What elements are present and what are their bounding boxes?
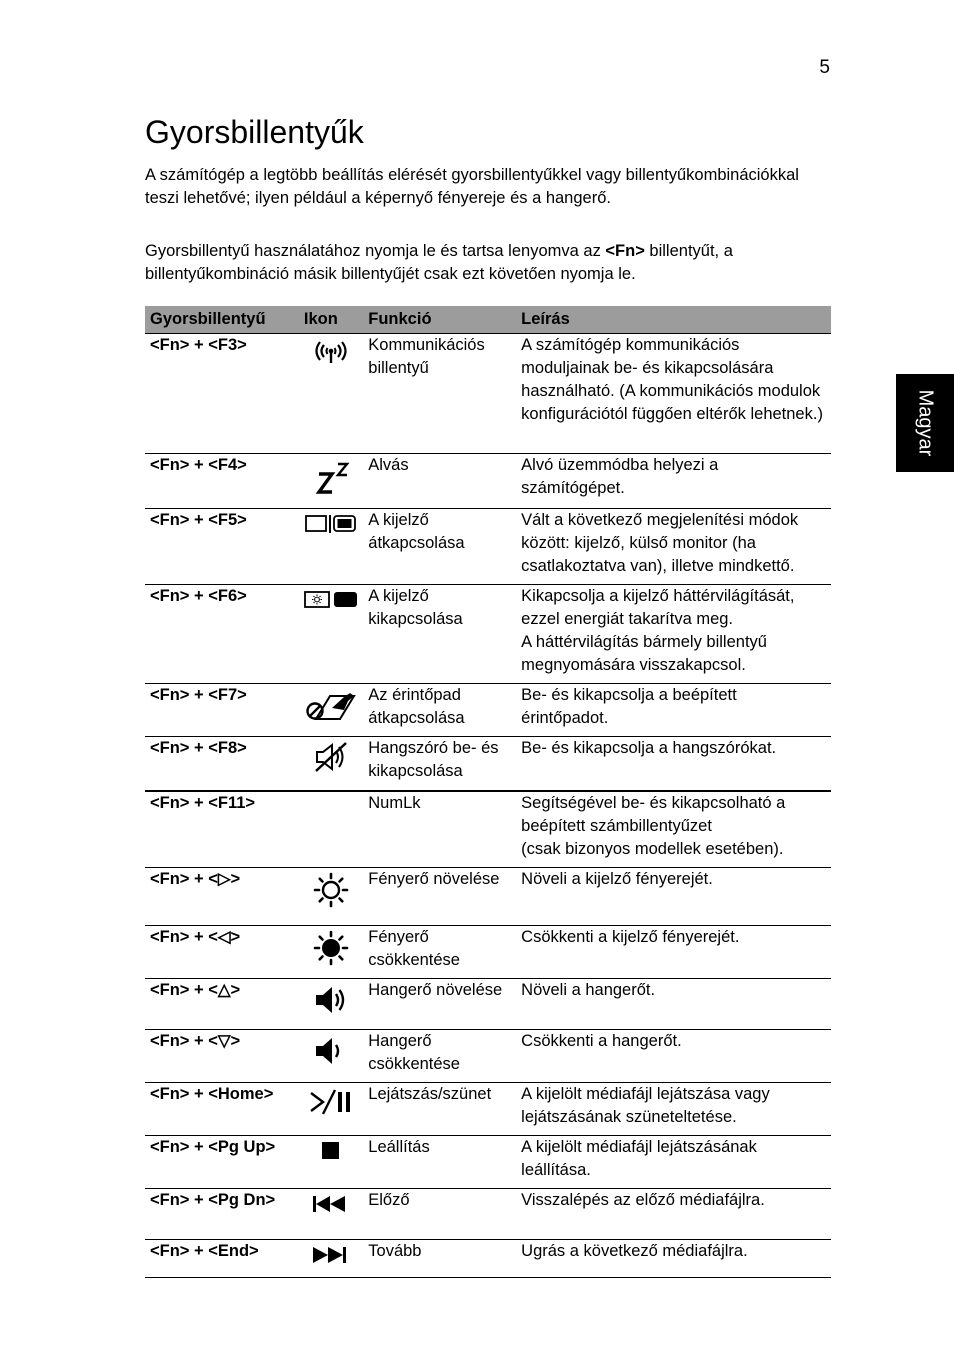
icon-cell	[299, 791, 363, 868]
table-row	[145, 585, 831, 684]
description-cell: Csökkenti a hangerőt.	[516, 1029, 831, 1082]
table-row	[145, 791, 831, 868]
intro-paragraph: A számítógép a legtöbb beállítás elérését gyorsbillentyűkkel vagy billentyűkombinációkkal teszi lehetővé; ilyen például a képernyő fényereje és a hangerő.	[145, 166, 799, 207]
hotkey-cell: <Fn> + <F5>	[145, 509, 299, 585]
function-cell: Az érintőpad átkapcsolása	[363, 684, 516, 737]
header-description: Leírás	[516, 306, 831, 334]
hotkey-cell: <Fn> + <F11>	[145, 791, 299, 868]
table-row	[145, 1239, 831, 1277]
hotkey-cell: <Fn> + <▽>	[145, 1029, 299, 1082]
hotkey-cell: <Fn> + <F4>	[145, 454, 299, 509]
next-icon	[299, 1239, 363, 1277]
page-number: 5	[819, 57, 830, 78]
brightness-up-icon	[299, 867, 363, 925]
description-cell: Növeli a kijelző fényerejét.	[516, 867, 831, 925]
language-tab	[896, 374, 954, 472]
function-cell: A kijelző átkapcsolása	[363, 509, 516, 585]
description-cell: A számítógép kommunikációs moduljainak be- és kikapcsolására használható. (A kommunikációs modulok konfigurációtól függően eltérők lehetnek.)	[516, 334, 831, 454]
description-cell: Be- és kikapcsolja a hangszórókat.	[516, 737, 831, 791]
description-cell: Kikapcsolja a kijelző háttérvilágítását, ezzel energiát takarítva meg. A háttérvilágítás bármely billentyű megnyomására visszakapcsol.	[516, 585, 831, 684]
function-cell: Lejátszás/szünet	[363, 1082, 516, 1135]
previous-icon	[299, 1188, 363, 1239]
header-hotkey: Gyorsbillentyű	[145, 306, 299, 334]
touchpad-toggle-icon	[299, 684, 363, 737]
usage-paragraph	[145, 240, 835, 286]
table-row	[145, 1135, 831, 1188]
hotkey-cell: <Fn> + <F8>	[145, 737, 299, 791]
description-cell: Növeli a hangerőt.	[516, 978, 831, 1029]
hotkey-cell: <Fn> + <F6>	[145, 585, 299, 684]
function-cell: Előző	[363, 1188, 516, 1239]
display-off-icon	[299, 585, 363, 684]
display-switch-icon	[299, 509, 363, 585]
hotkey-cell: <Fn> + <Pg Dn>	[145, 1188, 299, 1239]
fn-key-label: <Fn>	[605, 242, 645, 260]
table-row	[145, 925, 831, 978]
description-cell: Segítségével be- és kikapcsolható a beépített számbillentyűzet (csak bizonyos modellek esetében).	[516, 791, 831, 868]
description-cell: Vált a következő megjelenítési módok között: kijelző, külső monitor (ha csatlakoztatva van), illetve mindkettő.	[516, 509, 831, 585]
volume-down-icon	[299, 1029, 363, 1082]
description-cell: A kijelölt médiafájl lejátszásának leállítása.	[516, 1135, 831, 1188]
table-row	[145, 737, 831, 791]
function-cell: Tovább	[363, 1239, 516, 1277]
function-cell: Hangerő csökkentése	[363, 1029, 516, 1082]
function-cell: A kijelző kikapcsolása	[363, 585, 516, 684]
description-cell: Ugrás a következő médiafájlra.	[516, 1239, 831, 1277]
table-row	[145, 978, 831, 1029]
hotkey-cell: <Fn> + <F7>	[145, 684, 299, 737]
sleep-icon	[299, 454, 363, 509]
stop-icon	[299, 1135, 363, 1188]
description-cell: Visszalépés az előző médiafájlra.	[516, 1188, 831, 1239]
wireless-icon	[299, 334, 363, 454]
description-cell: A kijelölt médiafájl lejátszása vagy lejátszásának szüneteltetése.	[516, 1082, 831, 1135]
function-cell: Alvás	[363, 454, 516, 509]
table-row	[145, 334, 831, 454]
table-row	[145, 1029, 831, 1082]
hotkey-cell: <Fn> + <End>	[145, 1239, 299, 1277]
table-row	[145, 1082, 831, 1135]
hotkey-cell: <Fn> + <△>	[145, 978, 299, 1029]
table-row	[145, 509, 831, 585]
hotkey-cell: <Fn> + <Home>	[145, 1082, 299, 1135]
hotkey-cell: <Fn> + <◁>	[145, 925, 299, 978]
header-function: Funkció	[363, 306, 516, 334]
function-cell: Hangszóró be- és kikapcsolása	[363, 737, 516, 791]
usage-text-after: billentyűt, a billentyűkombináció másik billentyűjét csak ezt követően nyomja le.	[145, 242, 733, 283]
speaker-toggle-icon	[299, 737, 363, 791]
page-title: Gyorsbillentyűk	[145, 114, 364, 150]
function-cell: Leállítás	[363, 1135, 516, 1188]
header-icon: Ikon	[299, 306, 363, 334]
function-cell: NumLk	[363, 791, 516, 868]
description-cell: Be- és kikapcsolja a beépített érintőpadot.	[516, 684, 831, 737]
description-cell: Alvó üzemmódba helyezi a számítógépet.	[516, 454, 831, 509]
function-cell: Fényerő növelése	[363, 867, 516, 925]
hotkey-cell: <Fn> + <F3>	[145, 334, 299, 454]
table-header-row	[145, 306, 831, 334]
table-row	[145, 1188, 831, 1239]
language-tab-label: Magyar	[914, 389, 937, 457]
play-pause-icon	[299, 1082, 363, 1135]
table-row	[145, 867, 831, 925]
description-cell: Csökkenti a kijelző fényerejét.	[516, 925, 831, 978]
brightness-down-icon	[299, 925, 363, 978]
volume-up-icon	[299, 978, 363, 1029]
function-cell: Hangerő növelése	[363, 978, 516, 1029]
hotkey-table	[145, 306, 831, 1278]
hotkey-cell: <Fn> + <▷>	[145, 867, 299, 925]
table-row	[145, 684, 831, 737]
hotkey-cell: <Fn> + <Pg Up>	[145, 1135, 299, 1188]
function-cell: Kommunikációs billentyű	[363, 334, 516, 454]
function-cell: Fényerő csökkentése	[363, 925, 516, 978]
usage-text-before: Gyorsbillentyű használatához nyomja le és tartsa lenyomva az	[145, 242, 606, 260]
table-row	[145, 454, 831, 509]
